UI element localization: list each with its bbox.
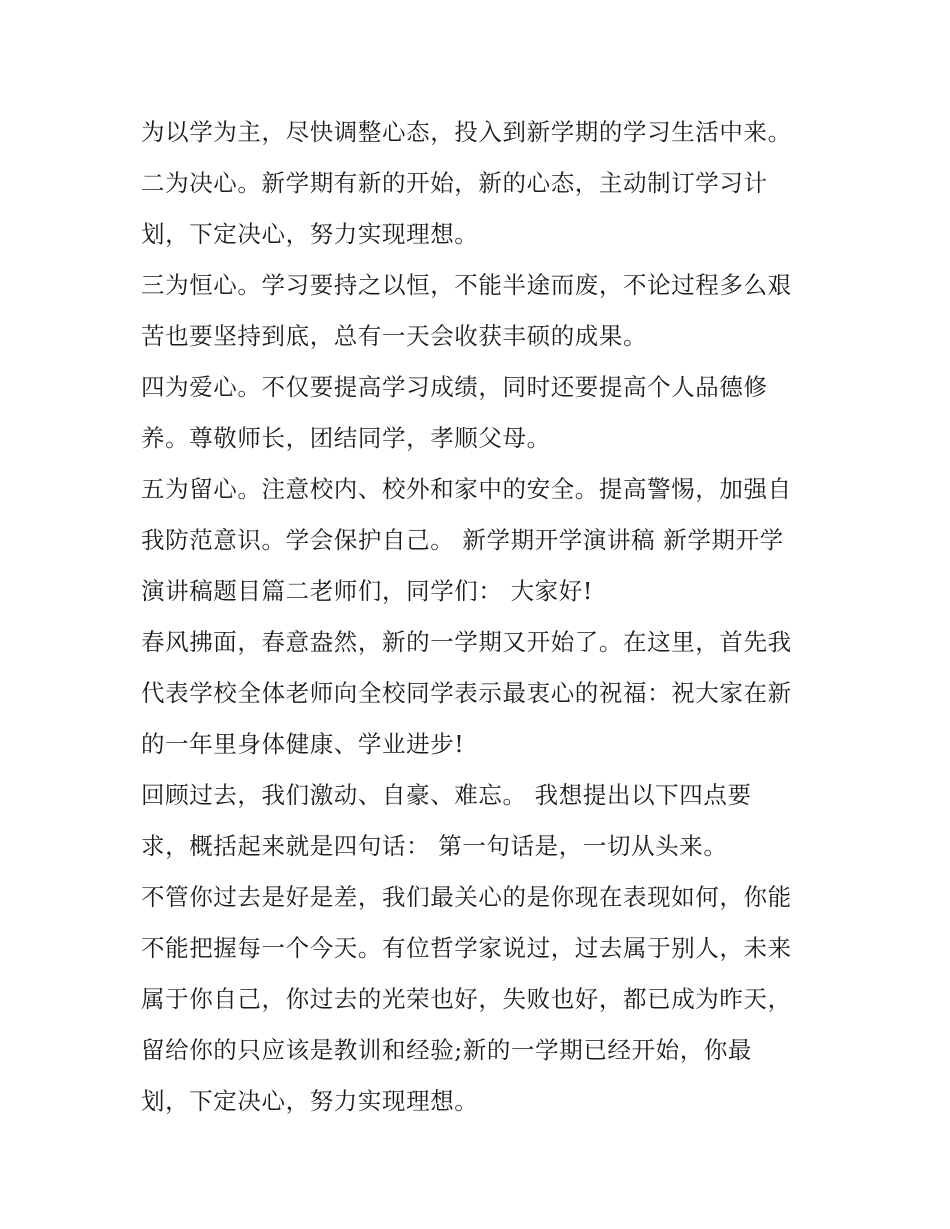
text-line: 求，概括起来就是四句话： 第一句话是，一切从头来。	[141, 832, 728, 860]
text-line: 演讲稿题目篇二老师们，同学们： 大家好!	[141, 577, 593, 605]
text-line: 为以学为主，尽快调整心态，投入到新学期的学习生活中来。	[141, 118, 792, 146]
text-line: 春风拂面，春意盎然，新的一学期又开始了。在这里，首先我	[141, 628, 792, 656]
text-line: 不能把握每一个今天。有位哲学家说过，过去属于别人，未来	[141, 934, 792, 962]
text-line: 我防范意识。学会保护自己。 新学期开学演讲稿 新学期开学	[141, 526, 784, 554]
text-line: 代表学校全体老师向全校同学表示最衷心的祝福：祝大家在新	[141, 679, 792, 707]
text-line: 五为留心。注意校内、校外和家中的安全。提高警惕，加强自	[141, 475, 792, 503]
text-line: 养。尊敬师长，团结同学，孝顺父母。	[141, 424, 551, 452]
text-line: 不管你过去是好是差，我们最关心的是你现在表现如何，你能	[141, 883, 792, 911]
document-body	[141, 107, 831, 1127]
text-line: 三为恒心。学习要持之以恒，不能半途而废，不论过程多么艰	[141, 271, 792, 299]
text-line: 的一年里身体健康、学业进步!	[141, 730, 465, 758]
text-line: 留给你的只应该是教训和经验;新的一学期已经开始，你最	[141, 1036, 753, 1064]
text-line: 回顾过去，我们激动、自豪、难忘。 我想提出以下四点要	[141, 781, 752, 809]
text-line: 划，下定决心，努力实现理想。	[141, 220, 479, 248]
text-line: 苦也要坚持到底，总有一天会收获丰硕的成果。	[141, 322, 648, 350]
text-line: 属于你自己，你过去的光荣也好，失败也好，都已成为昨天，	[141, 985, 792, 1013]
text-line: 四为爱心。不仅要提高学习成绩，同时还要提高个人品德修	[141, 373, 768, 401]
text-line: 划，下定决心，努力实现理想。	[141, 1087, 479, 1115]
text-line: 二为决心。新学期有新的开始，新的心态，主动制订学习计	[141, 169, 768, 197]
